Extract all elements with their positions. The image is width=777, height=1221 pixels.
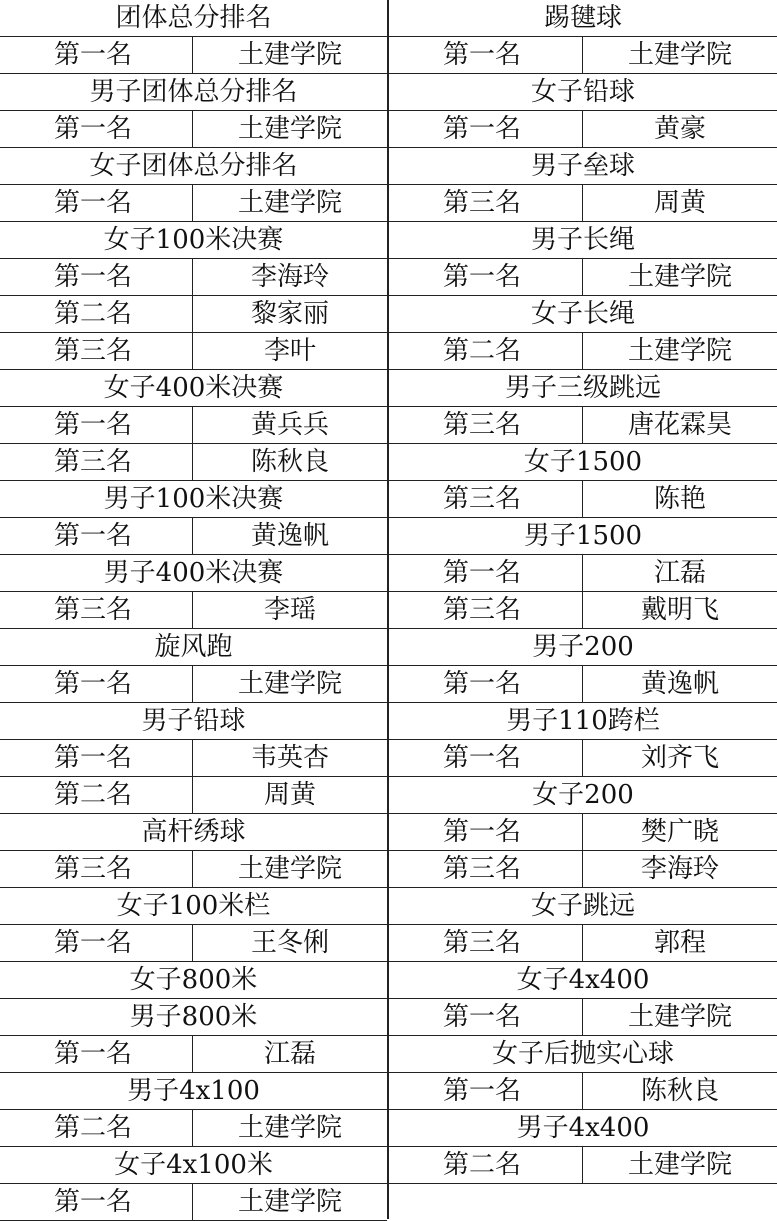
result-row — [389, 185, 777, 222]
winner-name-cell: 陈艳 — [653, 484, 706, 514]
event-title-row — [389, 962, 777, 999]
event-title-row — [0, 481, 387, 518]
winner-name-cell: 黄豪 — [653, 114, 706, 144]
result-row — [0, 518, 387, 555]
event-title-row — [389, 629, 777, 666]
result-row — [389, 333, 777, 370]
event-title: 男子400米决赛 — [103, 558, 284, 588]
result-row — [0, 111, 387, 148]
event-title-row — [0, 962, 387, 999]
event-title-row — [0, 222, 387, 259]
event-title-row — [0, 629, 387, 666]
winner-name-cell: 黄逸帆 — [250, 521, 329, 551]
event-title: 男子110跨栏 — [506, 706, 660, 736]
winner-name-cell: 土建学院 — [627, 336, 732, 366]
winner-name-cell: 土建学院 — [237, 1187, 342, 1217]
result-row — [0, 444, 387, 481]
winner-name-cell: 刘齐飞 — [640, 743, 719, 773]
result-row — [0, 185, 387, 222]
winner-name-cell: 韦英杏 — [250, 743, 329, 773]
winner-name-cell: 黄逸帆 — [640, 669, 719, 699]
event-title-row — [389, 148, 777, 185]
rank-cell: 第三名 — [389, 407, 583, 443]
result-row — [0, 407, 387, 444]
event-title: 男子团体总分排名 — [89, 77, 298, 107]
event-title: 男子800米 — [129, 1002, 258, 1032]
event-title: 男子200 — [532, 632, 634, 662]
rank-cell: 第一名 — [0, 925, 193, 961]
winner-name-cell: 周黄 — [263, 780, 316, 810]
rank-cell: 第三名 — [389, 925, 583, 961]
rank-cell: 第一名 — [389, 555, 583, 591]
event-title-row — [0, 888, 387, 925]
winner-name-cell: 土建学院 — [237, 854, 342, 884]
event-title: 男子长绳 — [530, 225, 635, 255]
result-row — [0, 37, 387, 74]
result-row — [389, 555, 777, 592]
result-row — [389, 1073, 777, 1110]
winner-name-cell: 土建学院 — [627, 262, 732, 292]
event-title: 男子垒球 — [530, 151, 635, 181]
result-row — [0, 592, 387, 629]
event-title-row — [0, 555, 387, 592]
event-title: 女子跳远 — [530, 891, 635, 921]
event-title: 男子4x400 — [516, 1113, 650, 1143]
event-title: 男子铅球 — [141, 706, 246, 736]
rank-cell: 第一名 — [0, 1036, 193, 1072]
event-title-row — [389, 0, 777, 37]
event-title: 女子长绳 — [530, 299, 635, 329]
rank-cell: 第二名 — [389, 1147, 583, 1183]
event-title: 男子4x100 — [127, 1076, 260, 1106]
event-title-row — [389, 703, 777, 740]
result-row — [0, 259, 387, 296]
winner-name-cell: 土建学院 — [237, 669, 342, 699]
winner-name-cell: 土建学院 — [237, 1113, 342, 1143]
result-row — [389, 111, 777, 148]
rank-cell: 第三名 — [0, 444, 193, 480]
event-title: 女子后抛实心球 — [491, 1039, 674, 1069]
result-row — [389, 814, 777, 851]
rank-cell: 第一名 — [0, 518, 193, 554]
event-title-row — [0, 370, 387, 407]
result-row — [389, 925, 777, 962]
rank-cell: 第一名 — [389, 740, 583, 776]
event-title-row — [389, 1036, 777, 1073]
event-title: 女子800米 — [129, 965, 258, 995]
rank-cell: 第一名 — [389, 999, 583, 1035]
event-title-row — [389, 222, 777, 259]
winner-name-cell: 江磊 — [263, 1039, 316, 1069]
event-title: 女子4x100米 — [114, 1150, 273, 1180]
rank-cell: 第一名 — [389, 37, 583, 73]
left-results-column — [0, 0, 389, 1219]
rank-cell: 第一名 — [0, 407, 193, 443]
rank-cell: 第一名 — [0, 185, 193, 221]
winner-name-cell: 黎家丽 — [250, 299, 329, 329]
winner-name-cell: 唐花霖昊 — [627, 410, 732, 440]
winner-name-cell: 李叶 — [263, 336, 316, 366]
event-title: 踢毽球 — [543, 3, 622, 33]
event-title: 女子100米栏 — [116, 891, 271, 921]
result-row — [389, 407, 777, 444]
winner-name-cell: 陈秋良 — [250, 447, 329, 477]
rank-cell: 第一名 — [0, 666, 193, 702]
winner-name-cell: 土建学院 — [627, 1002, 732, 1032]
result-row — [389, 592, 777, 629]
event-title: 女子100米决赛 — [103, 225, 284, 255]
rank-cell: 第一名 — [389, 814, 583, 850]
result-row — [0, 296, 387, 333]
result-row — [0, 666, 387, 703]
rank-cell: 第一名 — [0, 37, 193, 73]
event-title-row — [0, 74, 387, 111]
result-row — [389, 851, 777, 888]
event-title: 男子三级跳远 — [504, 373, 661, 403]
event-title-row — [389, 444, 777, 481]
winner-name-cell: 黄兵兵 — [250, 410, 329, 440]
rank-cell: 第一名 — [0, 1184, 193, 1220]
rank-cell: 第三名 — [389, 851, 583, 887]
event-title-row — [0, 0, 387, 37]
result-row — [0, 1110, 387, 1147]
winner-name-cell: 陈秋良 — [640, 1076, 719, 1106]
event-title: 女子团体总分排名 — [89, 151, 298, 181]
winner-name-cell: 李海玲 — [250, 262, 329, 292]
rank-cell: 第一名 — [389, 1073, 583, 1109]
result-row — [389, 999, 777, 1036]
rank-cell: 第三名 — [0, 592, 193, 628]
event-title-row — [389, 1110, 777, 1147]
result-row — [389, 740, 777, 777]
rank-cell: 第三名 — [389, 185, 583, 221]
winner-name-cell: 周黄 — [653, 188, 706, 218]
winner-name-cell: 土建学院 — [627, 40, 732, 70]
event-title-row — [0, 148, 387, 185]
result-row — [0, 333, 387, 370]
rank-cell: 第二名 — [0, 296, 193, 332]
winner-name-cell: 土建学院 — [237, 188, 342, 218]
rank-cell: 第一名 — [0, 259, 193, 295]
winner-name-cell: 李瑶 — [263, 595, 316, 625]
right-results-column — [389, 0, 777, 1184]
result-row — [389, 259, 777, 296]
winner-name-cell: 郭程 — [653, 928, 706, 958]
rank-cell: 第一名 — [389, 666, 583, 702]
event-title: 高杆绣球 — [141, 817, 246, 847]
winner-name-cell: 土建学院 — [237, 114, 342, 144]
event-title-row — [389, 296, 777, 333]
result-row — [0, 925, 387, 962]
rank-cell: 第一名 — [0, 111, 193, 147]
rank-cell: 第一名 — [389, 111, 583, 147]
event-title-row — [0, 814, 387, 851]
result-row — [389, 1147, 777, 1184]
result-row — [0, 777, 387, 814]
rank-cell: 第三名 — [0, 851, 193, 887]
winner-name-cell: 王冬俐 — [250, 928, 329, 958]
rank-cell: 第三名 — [389, 481, 583, 517]
result-row — [389, 37, 777, 74]
result-row — [389, 666, 777, 703]
winner-name-cell: 戴明飞 — [640, 595, 719, 625]
event-title-row — [0, 703, 387, 740]
event-title-row — [389, 370, 777, 407]
event-title-row — [389, 888, 777, 925]
rank-cell: 第一名 — [0, 740, 193, 776]
rank-cell: 第三名 — [0, 333, 193, 369]
event-title: 男子1500 — [523, 521, 643, 551]
event-title: 女子铅球 — [530, 77, 635, 107]
winner-name-cell: 土建学院 — [237, 40, 342, 70]
rank-cell: 第二名 — [0, 1110, 193, 1146]
event-title: 女子4x400 — [516, 965, 650, 995]
rank-cell: 第二名 — [0, 777, 193, 813]
event-title: 女子200 — [532, 780, 634, 810]
event-title: 女子400米决赛 — [103, 373, 284, 403]
result-row — [0, 740, 387, 777]
event-title-row — [389, 518, 777, 555]
result-row — [0, 851, 387, 888]
event-title-row — [0, 1147, 387, 1184]
rank-cell: 第二名 — [389, 333, 583, 369]
rank-cell: 第三名 — [389, 592, 583, 628]
event-title: 男子100米决赛 — [103, 484, 284, 514]
event-title: 女子1500 — [523, 447, 643, 477]
winner-name-cell: 樊广晓 — [640, 817, 719, 847]
event-title-row — [0, 999, 387, 1036]
event-title: 团体总分排名 — [115, 3, 272, 33]
winner-name-cell: 土建学院 — [627, 1150, 732, 1180]
winner-name-cell: 李海玲 — [640, 854, 719, 884]
result-row — [0, 1036, 387, 1073]
result-row — [0, 1184, 387, 1221]
event-title-row — [389, 777, 777, 814]
result-row — [389, 481, 777, 518]
event-title: 旋风跑 — [154, 632, 233, 662]
rank-cell: 第一名 — [389, 259, 583, 295]
event-title-row — [389, 74, 777, 111]
winner-name-cell: 江磊 — [653, 558, 706, 588]
event-title-row — [0, 1073, 387, 1110]
